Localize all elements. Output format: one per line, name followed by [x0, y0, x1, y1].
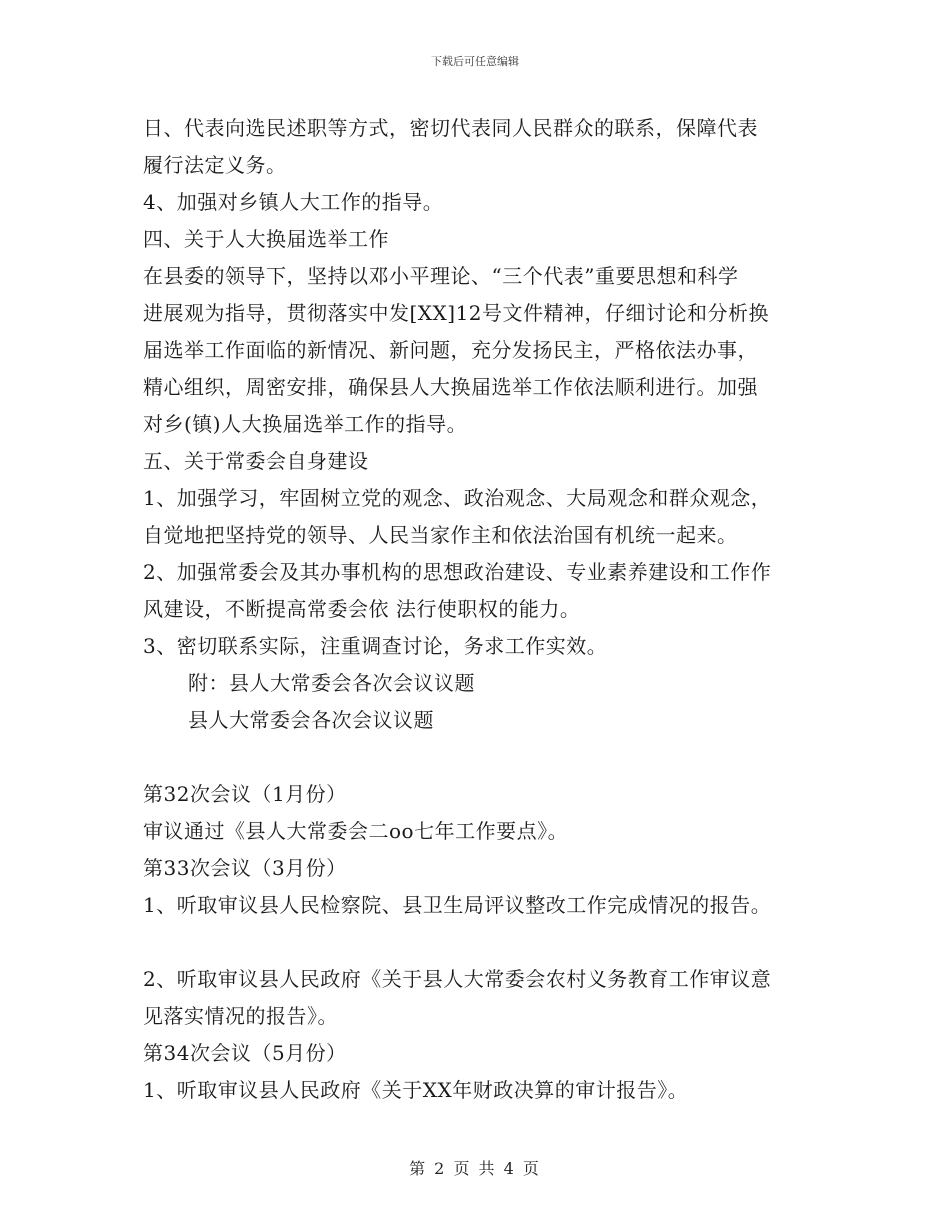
text-line: 4、加强对乡镇人大工作的指导。	[143, 190, 444, 214]
meeting-heading: 第32次会议（1月份）	[143, 782, 347, 806]
meeting-heading: 第34次会议（5月份）	[143, 1041, 347, 1065]
section-heading: 四、关于人大换届选举工作	[143, 227, 389, 251]
text-line: 1、听取审议县人民检察院、县卫生局评议整改工作完成情况的报告。	[143, 893, 772, 917]
meeting-heading: 第33次会议（3月份）	[143, 856, 347, 880]
text-line: 对乡(镇)人大换届选举工作的指导。	[143, 412, 468, 436]
page-header: 下载后可任意编辑	[431, 55, 519, 68]
blank-line	[143, 924, 823, 961]
text-line: 在县委的领导下，坚持以邓小平理论、“三个代表”重要思想和科学	[143, 264, 739, 288]
blank-line	[143, 739, 823, 776]
appendix-label: 附：县人大常委会各次会议议题	[188, 671, 475, 695]
appendix-title: 县人大常委会各次会议议题	[188, 708, 434, 732]
text-line: 1、听取审议县人民政府《关于XX年财政决算的审计报告》。	[143, 1078, 689, 1102]
text-line: 精心组织，周密安排，确保县人大换届选举工作依法顺利进行。加强	[143, 375, 758, 399]
text-line: 自觉地把坚持党的领导、人民当家作主和依法治国有机统一起来。	[143, 523, 738, 547]
text-line: 履行法定义务。	[143, 153, 287, 177]
text-line: 日、代表向选民述职等方式，密切代表同人民群众的联系，保障代表	[143, 116, 758, 140]
text-line: 3、密切联系实际，注重调查讨论，务求工作实效。	[143, 634, 608, 658]
text-line: 届选举工作面临的新情况、新问题，充分发扬民主，严格依法办事，	[143, 338, 758, 362]
text-line: 1、加强学习，牢固树立党的观念、政治观念、大局观念和群众观念，	[143, 486, 772, 510]
section-heading: 五、关于常委会自身建设	[143, 449, 369, 473]
text-line: 2、加强常委会及其办事机构的思想政治建设、专业素养建设和工作作	[143, 560, 772, 584]
text-line: 审议通过《县人大常委会二oo七年工作要点》。	[143, 819, 569, 843]
text-line: 进展观为指导，贯彻落实中发[XX]12号文件精神，仔细讨论和分析换	[143, 301, 770, 325]
document-body	[143, 110, 823, 1109]
text-line: 2、听取审议县人民政府《关于县人大常委会农村义务教育工作审议意	[143, 967, 772, 991]
text-line: 风建设，不断提高常委会依 法行使职权的能力。	[143, 597, 581, 621]
text-line: 见落实情况的报告》。	[143, 1004, 338, 1028]
page-footer: 第 2 页 共 4 页	[409, 1159, 541, 1178]
